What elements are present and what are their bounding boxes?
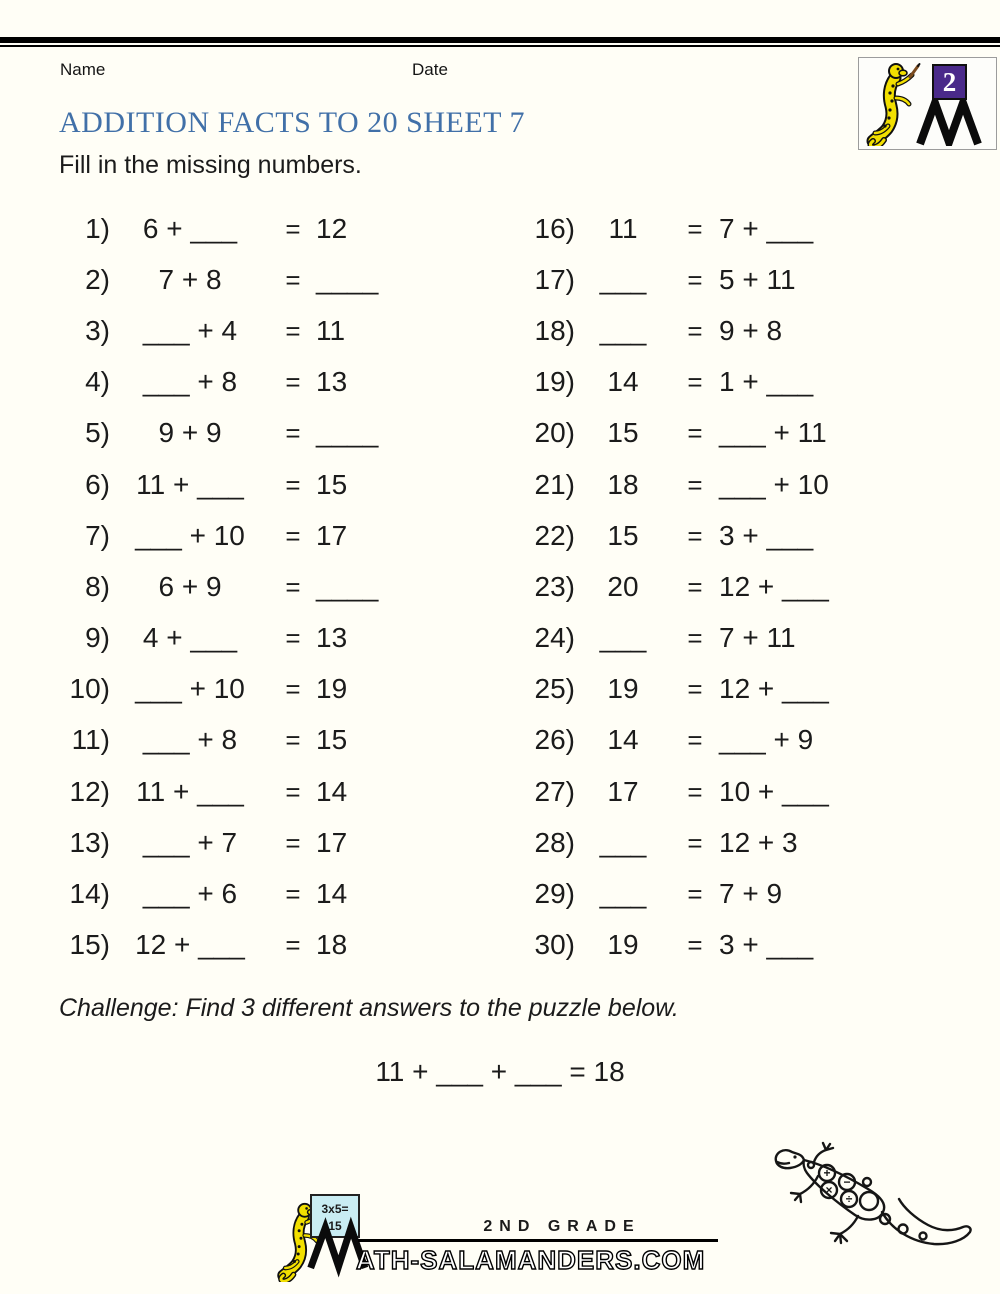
- problem-number: 29): [534, 878, 575, 910]
- problem-right-side: 7 + 11: [719, 622, 796, 654]
- grade-text: 2ND GRADE: [483, 1218, 641, 1235]
- sign-line-1: 3x5=: [321, 1202, 349, 1216]
- problem-expression: 6 + ___: [142, 212, 238, 244]
- problem-expression: ___ + 4: [142, 314, 238, 346]
- instruction-text: Fill in the missing numbers.: [59, 151, 362, 179]
- problem-expression: 6 + 9: [158, 570, 222, 602]
- problem-row: [520, 510, 880, 561]
- problem-row: [60, 613, 410, 664]
- equals-sign: =: [285, 879, 301, 910]
- problem-row: [60, 817, 410, 868]
- problem-row: [520, 868, 880, 919]
- problem-answer: 13: [316, 622, 348, 654]
- equals-sign: =: [687, 827, 703, 858]
- problem-right-side: 10 + ___: [719, 775, 829, 807]
- problem-answer: 13: [316, 366, 348, 398]
- problems-column-left: [60, 203, 410, 971]
- divide-symbol: ÷: [845, 1192, 853, 1206]
- equals-sign: =: [285, 469, 301, 500]
- problem-number: 8): [85, 570, 110, 602]
- problem-row: [60, 254, 410, 305]
- footer-brand-logo: [262, 1192, 742, 1292]
- equals-sign: =: [687, 213, 703, 244]
- problem-row: [520, 357, 880, 408]
- equals-sign: =: [285, 827, 301, 858]
- problem-number: 9): [85, 622, 110, 654]
- problem-right-side: 3 + ___: [719, 929, 814, 961]
- problem-expression: ___ + 7: [142, 826, 238, 858]
- problem-number: 24): [534, 622, 575, 654]
- problem-row: [60, 357, 410, 408]
- equals-sign: =: [687, 725, 703, 756]
- problem-row: [520, 305, 880, 356]
- problem-expression: 9 + 9: [158, 417, 222, 449]
- problem-right-side: 3 + ___: [719, 519, 814, 551]
- equals-sign: =: [687, 367, 703, 398]
- problem-right-side: 12 + 3: [719, 826, 798, 858]
- top-border-rule: [0, 37, 1000, 48]
- problem-left-side: 19: [607, 673, 639, 705]
- equals-sign: =: [285, 367, 301, 398]
- problem-answer: 11: [316, 314, 346, 346]
- equals-sign: =: [285, 571, 301, 602]
- problem-right-side: 9 + 8: [719, 314, 783, 346]
- problem-answer: 17: [316, 826, 348, 858]
- problem-row: [520, 920, 880, 971]
- equals-sign: =: [687, 315, 703, 346]
- problem-row: [60, 561, 410, 612]
- problem-row: [60, 868, 410, 919]
- problem-left-side: 20: [607, 570, 639, 602]
- problem-left-side: ___: [599, 878, 647, 910]
- site-name-text: [354, 1242, 739, 1278]
- problem-left-side: 15: [607, 519, 639, 551]
- problem-number: 18): [534, 314, 575, 346]
- problem-answer: 15: [316, 468, 348, 500]
- problem-number: 22): [534, 519, 575, 551]
- problem-expression: 7 + 8: [158, 263, 222, 295]
- problem-row: [60, 715, 410, 766]
- name-field-label: Name: [60, 60, 106, 79]
- salamander-line-drawing-icon: [770, 1138, 992, 1256]
- plus-symbol: +: [823, 1166, 831, 1180]
- problem-number: 28): [534, 826, 575, 858]
- problem-expression: ___ + 6: [142, 878, 238, 910]
- problem-number: 21): [534, 468, 575, 500]
- problem-answer: 12: [316, 212, 348, 244]
- problem-row: [60, 305, 410, 356]
- problem-right-side: 12 + ___: [719, 673, 829, 705]
- problem-answer: ____: [316, 417, 379, 449]
- equals-sign: =: [687, 264, 703, 295]
- problem-number: 12): [69, 775, 110, 807]
- problem-right-side: 7 + ___: [719, 212, 814, 244]
- problem-number: 7): [85, 519, 110, 551]
- problem-number: 5): [85, 417, 110, 449]
- problem-answer: 14: [316, 878, 348, 910]
- equals-sign: =: [285, 674, 301, 705]
- problem-right-side: 12 + ___: [719, 570, 829, 602]
- problem-expression: 11 + ___: [136, 468, 244, 500]
- problem-left-side: 18: [607, 468, 639, 500]
- problem-answer: 18: [316, 929, 348, 961]
- problem-expression: ___ + 10: [135, 673, 245, 705]
- problem-expression: 11 + ___: [136, 775, 244, 807]
- equals-sign: =: [687, 571, 703, 602]
- problem-number: 25): [534, 673, 575, 705]
- equals-sign: =: [687, 930, 703, 961]
- minus-symbol: −: [843, 1175, 851, 1189]
- problem-answer: ____: [316, 570, 379, 602]
- problem-left-side: ___: [599, 263, 647, 295]
- problem-number: 14): [69, 878, 110, 910]
- problem-left-side: 14: [607, 366, 639, 398]
- problem-right-side: ___ + 9: [719, 724, 814, 756]
- equals-sign: =: [687, 520, 703, 551]
- problem-expression: ___ + 10: [135, 519, 245, 551]
- problem-expression: ___ + 8: [142, 724, 238, 756]
- equals-sign: =: [687, 674, 703, 705]
- problem-left-side: ___: [599, 622, 647, 654]
- problem-row: [520, 766, 880, 817]
- problem-number: 11): [71, 724, 110, 756]
- logo-m-letter: [915, 98, 985, 146]
- problem-left-side: ___: [599, 314, 647, 346]
- problem-number: 15): [69, 929, 110, 961]
- problem-number: 26): [534, 724, 575, 756]
- equals-sign: =: [687, 469, 703, 500]
- problem-expression: ___ + 8: [142, 366, 238, 398]
- problem-number: 6): [85, 468, 110, 500]
- equals-sign: =: [285, 213, 301, 244]
- date-field-label: Date: [412, 60, 448, 79]
- problem-row: [60, 408, 410, 459]
- problems-column-right: [520, 203, 880, 971]
- problem-answer: 17: [316, 519, 348, 551]
- problem-number: 17): [534, 263, 575, 295]
- salamander-icon: [863, 62, 921, 146]
- problem-right-side: 7 + 9: [719, 878, 783, 910]
- problem-left-side: 11: [608, 212, 638, 244]
- problem-number: 2): [85, 263, 110, 295]
- problem-number: 23): [534, 570, 575, 602]
- equals-sign: =: [285, 520, 301, 551]
- problem-row: [60, 459, 410, 510]
- challenge-equation: 11 + ___ + ___ = 18: [375, 1056, 625, 1087]
- equals-sign: =: [285, 623, 301, 654]
- problem-row: [60, 203, 410, 254]
- pencil-icon: [910, 64, 920, 77]
- problem-left-side: 19: [607, 929, 639, 961]
- equals-sign: =: [285, 264, 301, 295]
- problem-row: [60, 664, 410, 715]
- problem-left-side: 14: [607, 724, 639, 756]
- problem-number: 10): [69, 673, 110, 705]
- problem-right-side: 5 + 11: [719, 263, 796, 295]
- equals-sign: =: [285, 776, 301, 807]
- problem-number: 30): [534, 929, 575, 961]
- problem-number: 1): [85, 212, 110, 244]
- problem-left-side: ___: [599, 826, 647, 858]
- challenge-text: Challenge: Find 3 different answers to the puzzle below.: [59, 994, 679, 1022]
- problem-row: [520, 561, 880, 612]
- problem-row: [60, 510, 410, 561]
- site-text: ATH-SALAMANDERS.COM: [356, 1245, 706, 1275]
- problem-row: [520, 715, 880, 766]
- problem-row: [520, 664, 880, 715]
- multiply-symbol: ×: [825, 1183, 833, 1197]
- problem-answer: 14: [316, 775, 348, 807]
- equals-sign: =: [285, 930, 301, 961]
- problem-left-side: 15: [607, 417, 639, 449]
- problem-expression: 12 + ___: [135, 929, 245, 961]
- equals-sign: =: [687, 623, 703, 654]
- equals-sign: =: [687, 776, 703, 807]
- problem-right-side: ___ + 11: [719, 417, 827, 449]
- page-title: ADDITION FACTS TO 20 SHEET 7: [59, 106, 525, 139]
- problem-number: 13): [69, 826, 110, 858]
- problem-number: 4): [85, 366, 110, 398]
- problem-row: [520, 408, 880, 459]
- problem-answer: 19: [316, 673, 348, 705]
- problem-row: [520, 203, 880, 254]
- problem-number: 20): [534, 417, 575, 449]
- equals-sign: =: [687, 418, 703, 449]
- problem-answer: ____: [316, 263, 379, 295]
- sign-line-2: 15: [328, 1218, 342, 1233]
- corner-logo: [858, 57, 997, 150]
- problem-row: [520, 459, 880, 510]
- problem-row: [520, 817, 880, 868]
- problem-number: 19): [534, 366, 575, 398]
- problem-answer: 15: [316, 724, 348, 756]
- problem-right-side: ___ + 10: [719, 468, 829, 500]
- problem-row: [60, 766, 410, 817]
- equals-sign: =: [285, 418, 301, 449]
- problem-number: 3): [85, 314, 110, 346]
- problem-row: [520, 613, 880, 664]
- equals-sign: =: [285, 725, 301, 756]
- problem-expression: 4 + ___: [142, 622, 238, 654]
- equals-sign: =: [285, 315, 301, 346]
- problem-right-side: 1 + ___: [719, 366, 814, 398]
- problem-row: [60, 920, 410, 971]
- problem-left-side: 17: [607, 775, 639, 807]
- problem-number: 27): [534, 775, 575, 807]
- grade-badge: 2: [932, 64, 967, 100]
- problem-row: [520, 254, 880, 305]
- equals-sign: =: [687, 879, 703, 910]
- problem-number: 16): [534, 212, 575, 244]
